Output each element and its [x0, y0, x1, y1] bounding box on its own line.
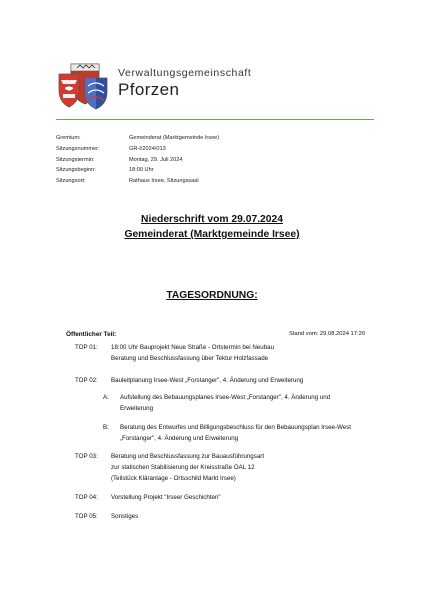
meta-label: Sitzungsbeginn: [56, 167, 96, 173]
agenda-item-code: TOP 01: [75, 344, 98, 351]
agenda-item-line: 18:00 Uhr Bauprojekt Neue Straße - Ortstermin bei Neubau [111, 344, 275, 351]
meta-label: Sitzungsnummer: [56, 146, 100, 152]
document-subtitle: Gemeinderat (Marktgemeinde Irsee) [124, 229, 300, 240]
agenda-heading: TAGESORDNUNG: [166, 290, 258, 301]
agenda-item-line: Sonstiges [111, 513, 139, 520]
agenda-item-text [111, 511, 138, 522]
agenda-item-text [111, 451, 264, 484]
agenda-item-text [111, 375, 303, 386]
org-name: Verwaltungsgemeinschaft [118, 67, 252, 79]
coat-of-arms-logo [55, 58, 111, 114]
agenda-item-code: TOP 05: [75, 513, 98, 520]
meta-value: Montag, 29. Juli 2024 [129, 157, 183, 163]
meta-label: Sitzungstermin: [56, 157, 95, 163]
agenda-item-line: (Teilstück Kläranlage - Ortsschild Markt Irsee) [111, 475, 236, 482]
agenda-item-code: TOP 02: [75, 377, 98, 384]
agenda-subitem-code: B: [103, 424, 109, 431]
meta-label: Gremium: [56, 135, 81, 141]
agenda-item-line: zur statischen Stabilisierung der Kreisstraße OAL 12 [111, 464, 255, 471]
agenda-item-code: TOP 03: [75, 453, 98, 460]
agenda-item-text [111, 342, 274, 364]
agenda-item-text [120, 422, 351, 444]
agenda-item-line: Vorstellung Projekt "Irseer Geschichten" [111, 494, 221, 501]
org-place: Pforzen [118, 80, 180, 99]
stand-date: Stand vom: 29.08.2024 17:20 [289, 331, 366, 337]
agenda-item-line: Bauleitplanung Irsee-West „Forstanger", 4. Änderung und Erweiterung [111, 377, 304, 384]
agenda-item-code: TOP 04: [75, 494, 98, 501]
agenda-item-text [111, 492, 221, 503]
meta-value: Gemeinderat (Marktgemeinde Irsee) [129, 135, 220, 141]
agenda-item-line: Beratung des Entwurfes und Billigungsbeschluss für den Bebauungsplan Irsee-West [120, 424, 352, 431]
agenda-item-line: Erweiterung [120, 405, 154, 412]
agenda-subitem-code: A: [103, 394, 109, 401]
agenda-item-line: Aufstellung des Bebauungsplanes Irsee-West „Forstanger", 4. Änderung und [120, 394, 331, 401]
agenda-item-line: „Forstanger", 4. Änderung und Erweiterung [120, 435, 239, 442]
meta-value: 18:00 Uhr [129, 167, 154, 173]
agenda-item-line: Beratung und Beschlussfassung über Tektur Holzfassade [111, 355, 269, 362]
meta-value: Rathaus Irsee, Sitzungssaal [129, 178, 199, 184]
meta-value: GR-I/2024/013 [129, 146, 166, 152]
agenda-item-line: Beratung und Beschlussfassung zur Bauausführungsart [111, 453, 265, 460]
document-title: Niederschrift vom 29.07.2024 [141, 214, 283, 225]
agenda-item-text [120, 392, 330, 414]
section-label: Öffentlicher Teil: [66, 331, 117, 338]
header-rule [56, 119, 374, 120]
meta-label: Sitzungsort: [56, 178, 86, 184]
